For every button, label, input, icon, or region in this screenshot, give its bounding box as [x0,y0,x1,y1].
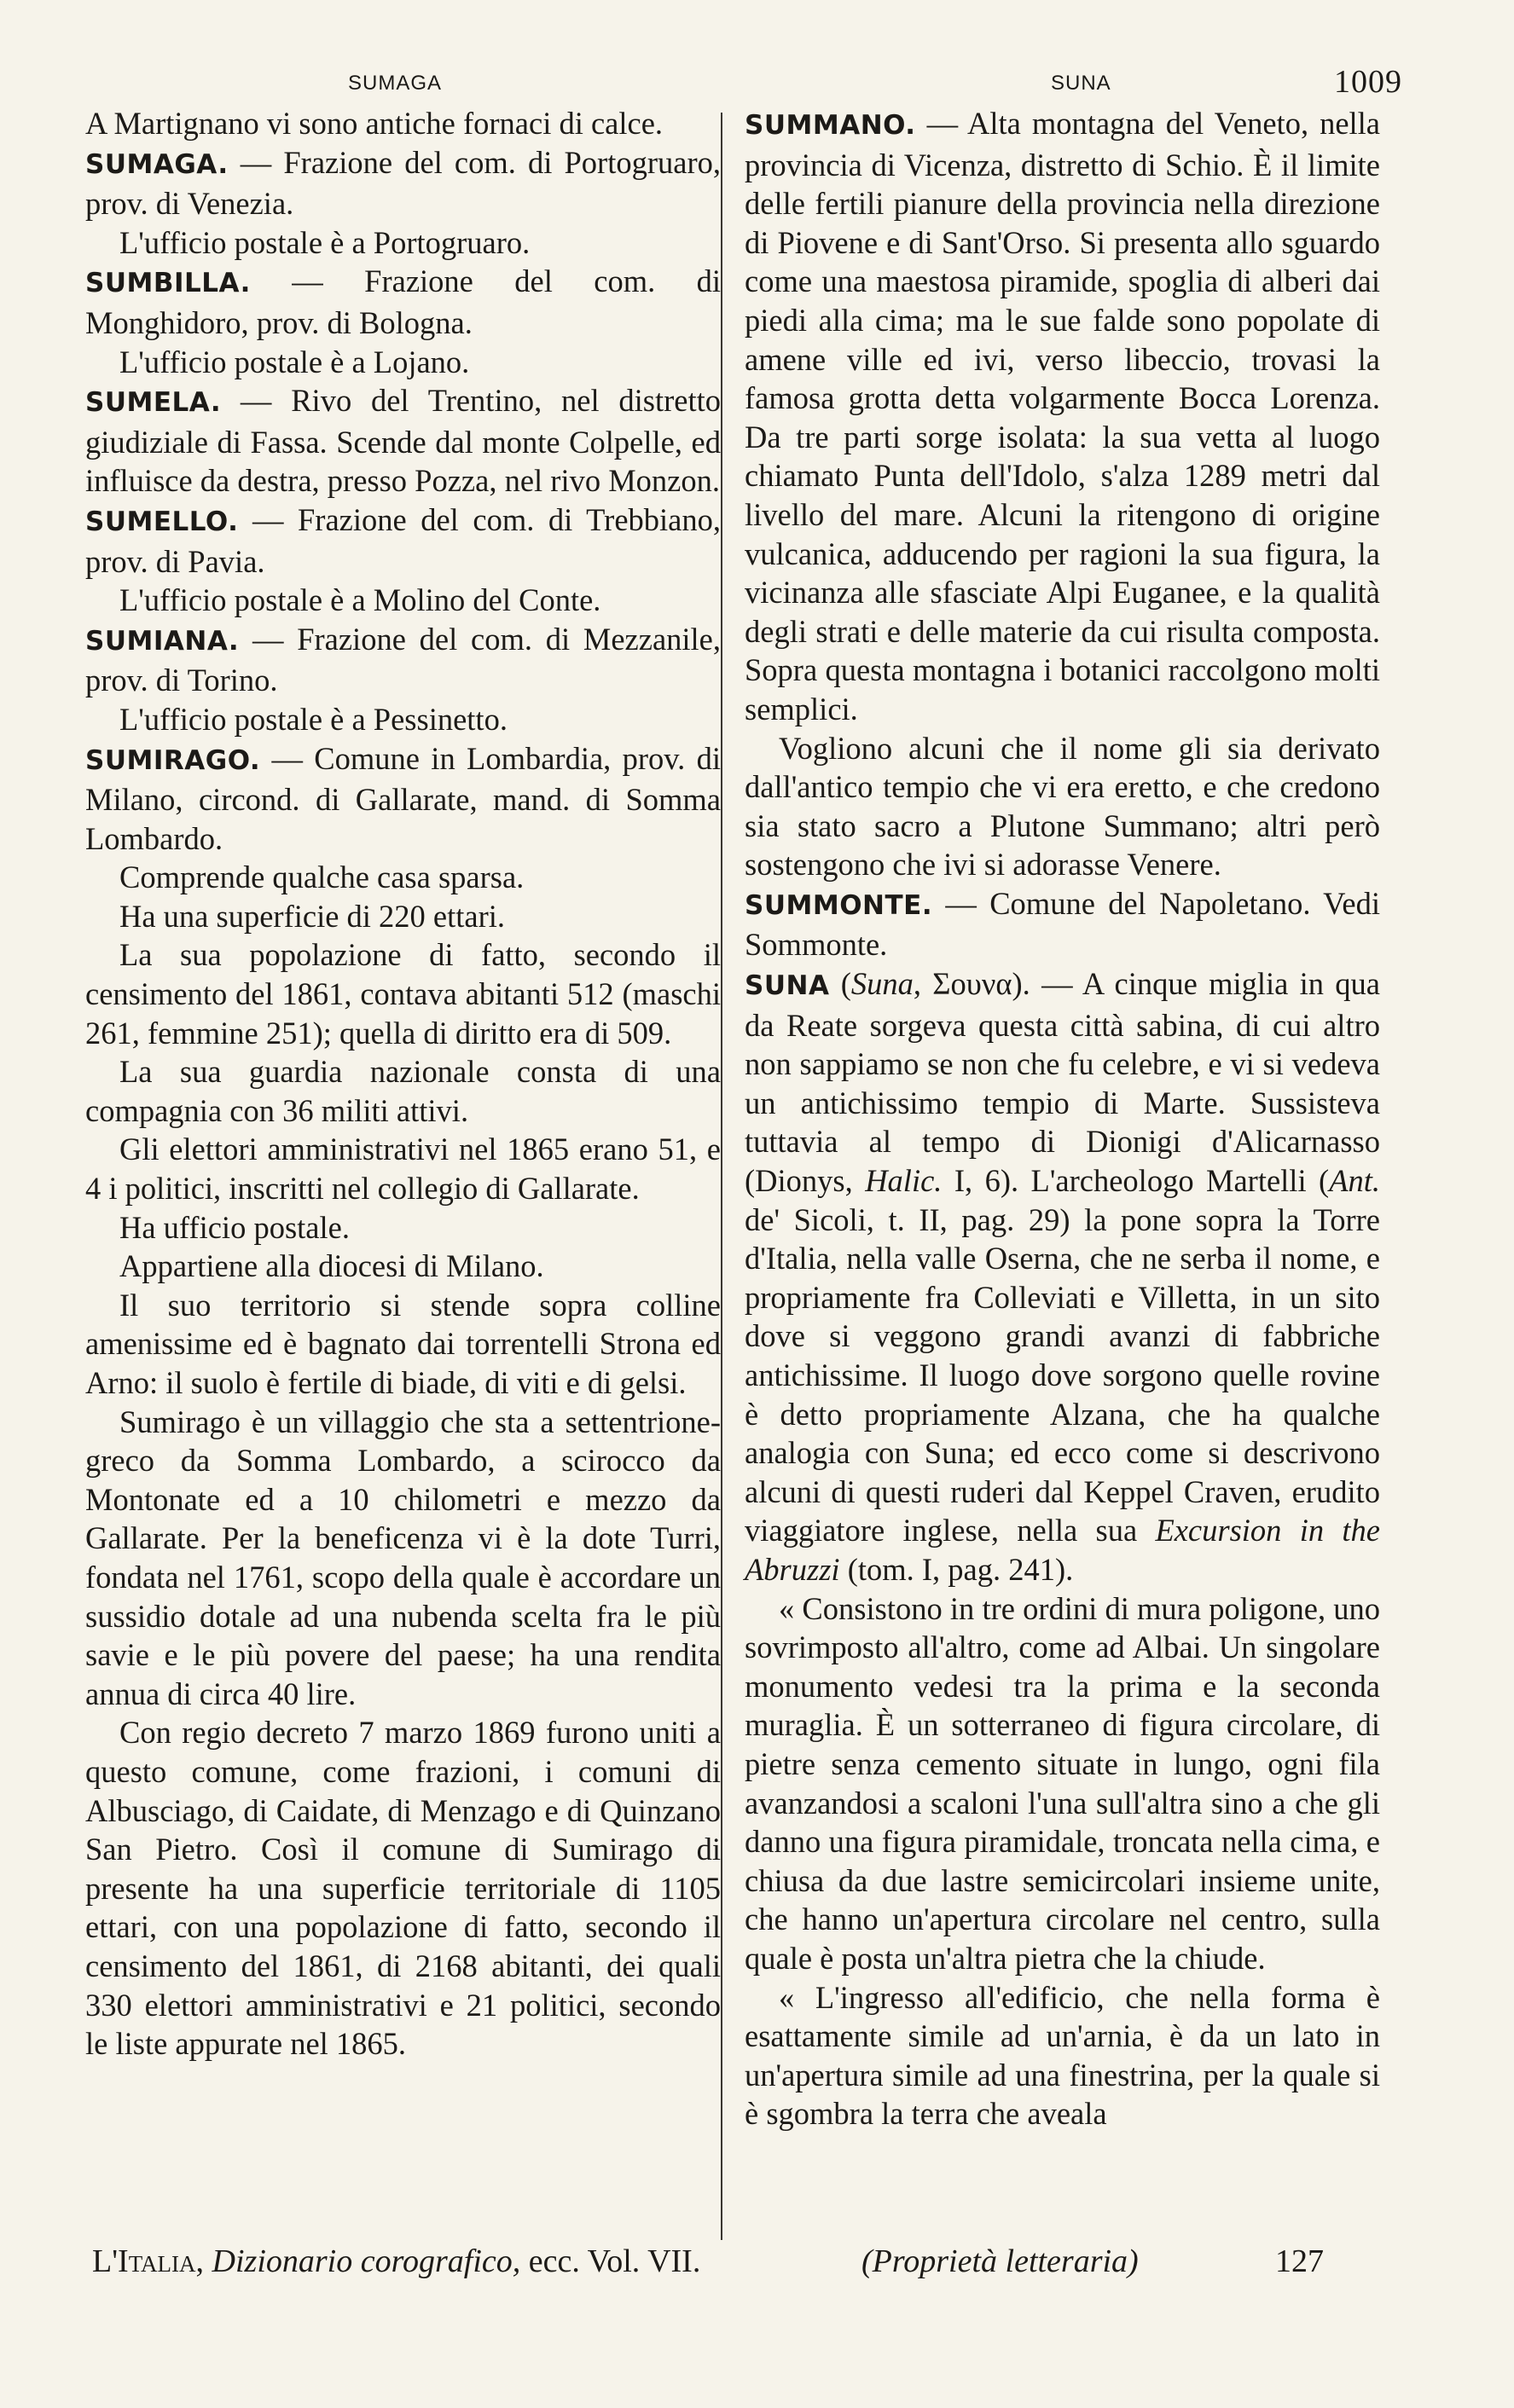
footer-title [92,2243,700,2280]
entry-text: — Alta montagna del Veneto, nella provincia di Vicenza, distretto di Schio. È il limite delle fertili pianure della provincia nella direzione di Piovene e di Sant'Orso. Si presenta allo sguardo come una maestosa piramide, spoglia di alberi dai piedi alla cima; ma le sue falde sono popolate di amene ville ed ivi, verso libeccio, trovasi la famosa grotta detta volgarmente Bocca Lorenza. Da tre parti sorge isolata: la sua vetta al luogo chiamato Punta dell'Idolo, s'alza 1289 metri dal livello del mare. Alcuni la ritengono di origine vulcanica, adducendo per ragioni la sua figura, la vicinanza alle sfasciate Alpi Euganee, e la qualità degli strati e delle materie da cui risulta composta. Sopra questa montagna i botanici raccolgono molti semplici. [745,106,1380,726]
entry-text: — Frazione del com. di Mezzanile, prov. di Torino. [85,621,721,698]
left-column [85,104,721,2236]
entry-text: I, 6). L'archeologo Martelli ( [942,1163,1330,1199]
paragraph: Ha una superficie di 220 ettari. [119,898,506,934]
footer-sheet-number: 127 [1275,2243,1324,2279]
continuation-text: A Martignano vi sono antiche fornaci di calce. [85,106,664,141]
entry-sumirago [85,739,721,859]
page-number: 1009 [1334,64,1402,100]
page-footer [85,2243,1365,2294]
running-head-left: SUMAGA [348,72,443,95]
entry-text: — A cinque miglia in qua da Reate sorgeva questa città sabina, di cui altro non sappiamo se non che fu celebre, e vi si vedeva un antichissimo tempio di Marte. Sussisteva tuttavia al tempo di Dionigi d'Alicarnasso (Dionys, [745,966,1381,1199]
headword-sumirago: SUMIRAGO. [85,744,261,776]
paragraph: L'ufficio postale è a Portogruaro. [119,224,531,260]
paragraph: Gli elettori amministrativi nel 1865 erano 51, e 4 i politici, inscritti nel collegio di Gallarate. [85,1132,721,1207]
paragraph: Ha ufficio postale. [119,1209,350,1245]
headword-sumela: SUMELA. [85,387,222,419]
paragraph: Il suo territorio si stende sopra colline amenissime ed è bagnato dai torrentelli Strona ed Arno: il suolo è fertile di biade, di viti e di gelsi. [85,1287,721,1400]
quote-paragraph: « Consistono in tre ordini di mura poligone, uno sovrimposto all'altro, come ad Albai. Un singolare monumento vedesi tra la prima e la seconda muraglia. È un sotterraneo di figura circolare, di pietre senza cemento situate in lungo, ogni fila avanzandosi a scaloni l'una sull'altra sino a che gli danno una figura piramidale, troncata nella cima, e chiusa da due lastre semicircolari insieme unite, che hanno un'apertura circolare nel centro, sulla quale è posta un'altra pietra che la chiude. [745,1590,1380,1976]
paragraph: L'ufficio postale è a Lojano. [119,344,470,379]
right-column [745,104,1380,2236]
paragraph: La sua popolazione di fatto, secondo il censimento del 1861, contava abitanti 512 (maschi 261, femmine 251); quella di diritto era di 509. [85,937,721,1051]
suna-latin: Suna [850,966,914,1002]
column-divider [721,113,722,2240]
entry-sumello [85,501,721,581]
paragraph: Vogliono alcuni che il nome gli sia derivato dall'antico tempio che vi era eretto, e che credono sia stato sacro a Plutone Summano; altri però sostengono che ivi si adorasse Venere. [745,730,1380,883]
footer-work: Dizionario corografico, [212,2243,521,2279]
paren-open: ( [840,966,851,1002]
headword-sumbilla: SUMBILLA. [85,268,251,299]
paragraph: L'ufficio postale è a Pessinetto. [119,701,508,737]
headword-sumello: SUMELLO. [85,506,239,537]
footer-copyright: (Proprietà letteraria) [861,2243,1139,2279]
headword-summano: SUMMANO. [745,110,916,141]
paragraph: Sumirago è un villaggio che sta a settentrione-greco da Somma Lombardo, a scirocco da Montonate ed a 10 chilometri e mezzo da Gallarate. Per la beneficenza vi è la dote Turri, fondata nel 1761, scopo della quale è accordare un sussidio dotale ad una nubenda scelta fra le più savie e le più povere del paese; ha una rendita annua di circa 40 lire. [85,1404,721,1711]
footer-volume: ecc. Vol. VII. [528,2243,701,2279]
entry-text: — Frazione del com. di Trebbiano, prov. di Pavia. [85,501,722,579]
paragraph: Con regio decreto 7 marzo 1869 furono uniti a questo comune, come frazioni, i comuni di Albusciago, di Caidate, di Menzago e di Quinzano San Pietro. Così il comune di Sumirago di presente ha una superficie territoriale di 1105 ettari, con una popolazione di fatto, secondo il censimento del 1861, di 2168 abitanti, dei quali 330 elettori amministrativi e 21 politici, secondo le liste appurate nel 1865. [85,1715,721,2062]
citation-ant: Ant. [1329,1163,1381,1199]
quote-paragraph: « L'ingresso all'edificio, che nella forma è esattamente simile ad un'arnia, è da un lato in un'apertura simile ad una finestrina, per la quale si è sgombra la terra che aveala [745,1979,1380,2132]
headword-sumaga: SUMAGA. [85,148,229,180]
citation-excursion: Excursion in the Abruzzi [745,1513,1380,1587]
headword-summonte: SUMMONTE. [745,889,933,921]
entry-text: — Rivo del Trentino, nel distretto giudiziale di Fassa. Scende dal monte Colpelle, ed influisce da destra, presso Pozza, nel rivo Monzon. [85,383,721,499]
entry-text: (tom. I, pag. 241). [839,1551,1074,1587]
entry-summano [745,104,1380,729]
citation-halic: Halic. [865,1163,943,1199]
headword-sumiana: SUMIANA. [85,625,240,657]
entry-sumaga [85,143,721,223]
paragraph: Comprende qualche casa sparsa. [119,860,525,895]
entry-suna [745,964,1380,1589]
running-head [0,63,1514,106]
footer-series: L'Italia, [92,2243,205,2279]
entry-text: — Comune in Lombardia, prov. di Milano, circond. di Gallarate, mand. di Somma Lombardo. [85,740,721,856]
paragraph: La sua guardia nazionale consta di una compagnia con 36 militi attivi. [85,1054,721,1128]
entry-text: — Comune del Napoletano. Vedi Sommonte. [745,885,1381,963]
entry-sumiana [85,620,721,700]
paragraph: L'ufficio postale è a Molino del Conte. [119,582,601,618]
entry-summonte [745,884,1380,964]
greek-name: , Σουνα). [913,966,1030,1002]
entry-text: de' Sicoli, t. II, pag. 29) la pone sopra la Torre d'Italia, nella valle Oserna, che ne serba il nome, e propriamente fra Colleviati e Villetta, in un sito dove si veggono grandi avanzi di fabbriche antichissime. Il luogo dove sorgono quelle rovine è detto propriamente Alzana, che ha qualche analogia con Suna; ed ecco come si descrivono alcuni di questi ruderi dal Keppel Craven, erudito viaggiatore inglese, nella sua [745,1201,1380,1548]
headword-suna: SUNA [745,970,830,1002]
entry-sumela [85,381,721,501]
entry-text: — Frazione del com. di Portogruaro, prov. di Venezia. [85,144,721,222]
paragraph: Appartiene alla diocesi di Milano. [119,1248,544,1284]
entry-text: — Frazione del com. di Monghidoro, prov. di Bologna. [85,263,722,340]
entry-sumbilla [85,262,721,342]
running-head-center: SUNA [1051,72,1111,95]
